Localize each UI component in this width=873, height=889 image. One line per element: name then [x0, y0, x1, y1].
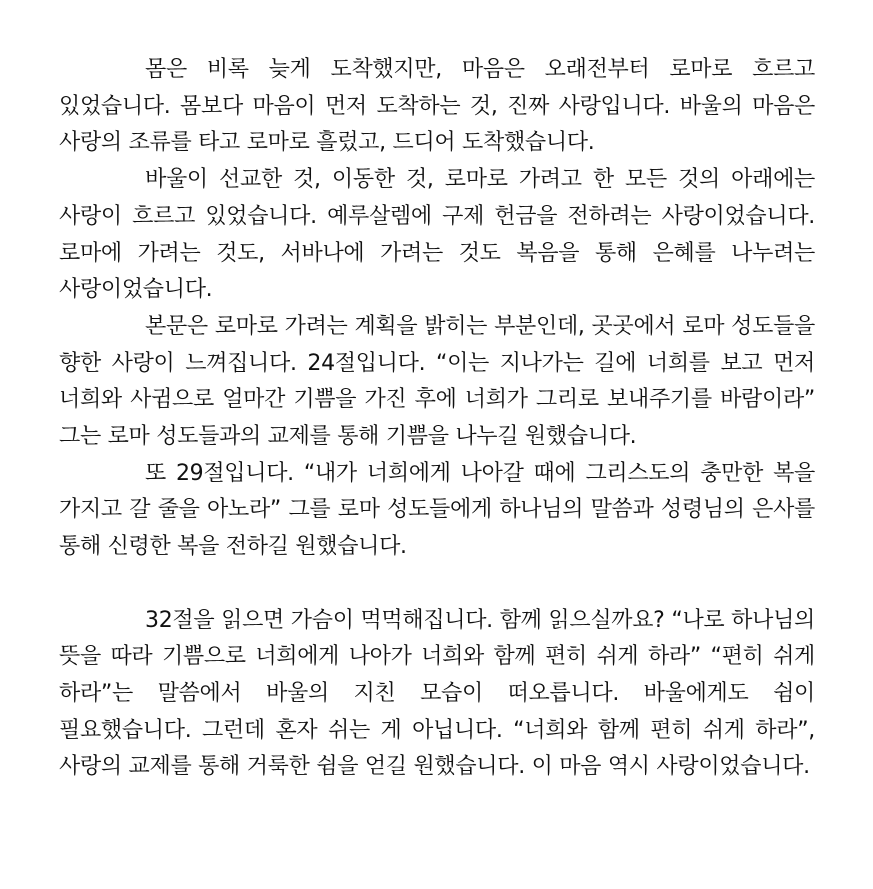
paragraph: 32절을 읽으면 가슴이 먹먹해집니다. 함께 읽으실까요? “나로 하나님의 뜻을 따라 기쁨으로 너희에게 나아가 너희와 함께 편히 쉬게 하라” “편히 쉬게 하라”는 말씀에서 바울의 지친 모습이 떠오릅니다. 바울에게도 쉼이 필요했습니다. 그런데 혼자 쉬는 게 아닙니다. “너희와 함께 편히 쉬게 하라”, 사랑의 교제를 통해 거룩한 쉼을 얻길 원했습니다. 이 마음 역시 사랑이었습니다.: [59, 607, 815, 780]
document-body: [59, 52, 815, 786]
paragraph: 몸은 비록 늦게 도착했지만, 마음은 오래전부터 로마로 흐르고 있었습니다. 몸보다 마음이 먼저 도착하는 것, 진짜 사랑입니다. 바울의 마음은 사랑의 조류를 타고 로마로 흘렀고, 드디어 도착했습니다.: [59, 57, 815, 156]
paragraph: 바울이 선교한 것, 이동한 것, 로마로 가려고 한 모든 것의 아래에는 사랑이 흐르고 있었습니다. 예루살렘에 구제 헌금을 전하려는 사랑이었습니다. 로마에 가려는 것도, 서바나에 가려는 것도 복음을 통해 은혜를 나누려는 사랑이었습니다.: [59, 167, 815, 303]
paragraph: 본문은 로마로 가려는 계획을 밝히는 부분인데, 곳곳에서 로마 성도들을 향한 사랑이 느껴집니다. 24절입니다. “이는 지나가는 길에 너희를 보고 먼저 너희와 사귐으로 얼마간 기쁨을 가진 후에 너희가 그리로 보내주기를 바람이라” 그는 로마 성도들과의 교제를 통해 기쁨을 나누길 원했습니다.: [59, 313, 815, 450]
paragraph: 또 29절입니다. “내가 너희에게 나아갈 때에 그리스도의 충만한 복을 가지고 갈 줄을 아노라” 그를 로마 성도들에게 하나님의 말씀과 성령님의 은사를 통해 신령한 복을 전하길 원했습니다.: [59, 460, 815, 560]
paragraph-spacer: [59, 566, 815, 603]
